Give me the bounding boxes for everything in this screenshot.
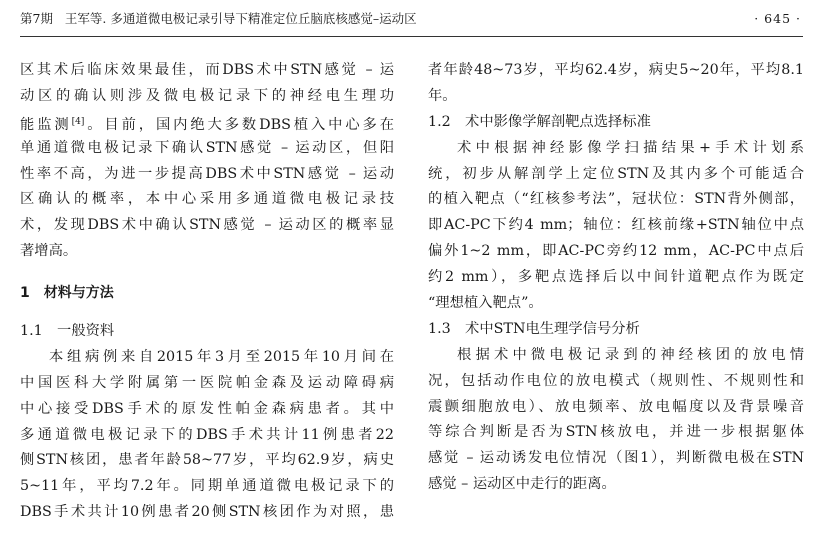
paragraph-line: “理想植入靶点”。: [428, 295, 543, 312]
subsection-heading: 1.1 一般资料: [20, 323, 115, 340]
paragraph-line: DBS手术共计10例患者20侧STN核团作为对照，患: [20, 504, 394, 521]
paragraph-line: 单通道微电极记录下确认STN感觉 – 运动区，但阳: [20, 139, 394, 156]
running-header: [20, 8, 803, 30]
subsection-heading: 1.3 术中STN电生理学信号分析: [428, 320, 640, 337]
paragraph-line: 感觉 – 运动区中走行的距离。: [428, 476, 616, 493]
paragraph-line: 约2 mm），多靶点选择后以中间针道靶点作为既定: [428, 269, 804, 286]
paragraph-line: 侧STN核团，患者年龄58~77岁，平均62.9岁，病史: [20, 452, 394, 469]
paragraph-line: 动区的确认则涉及微电极记录下的神经电生理功: [20, 87, 394, 104]
paragraph-line: 本组病例来自2015年3月至2015年10月间在: [49, 348, 394, 365]
paragraph-line: 即AC-PC下约4 mm；轴位：红核前缘+STN轴位中点: [428, 217, 804, 234]
running-title: 王军等. 多通道微电极记录引导下精准定位丘脑底核感觉–运动区: [64, 11, 417, 26]
paragraph-line: 中国医科大学附属第一医院帕金森及运动障碍病: [20, 374, 394, 391]
paragraph-line: 震颤细胞放电）、放电频率、放电幅度以及背景噪音: [428, 398, 804, 415]
paragraph-line: 术中根据神经影像学扫描结果+手术计划系: [457, 139, 804, 156]
paragraph-text: 能监测: [20, 116, 72, 133]
paragraph-line: 5~11年，平均7.2年。同期单通道微电极记录下的: [20, 478, 394, 495]
header-left: [20, 8, 417, 30]
paragraph-line: 况，包括动作电位的放电模式（规则性、不规则性和: [428, 372, 804, 389]
paragraph-line: 多通道微电极记录下的DBS手术共计11例患者22: [20, 426, 394, 443]
paragraph-line: 区其术后临床效果最佳，而DBS术中STN感觉 – 运: [20, 62, 394, 78]
paragraph-line: [20, 110, 394, 136]
paragraph-line: 著增高。: [20, 243, 78, 260]
paragraph-line: 的植入靶点（“红核参考法”，冠状位：STN背外侧部，: [428, 191, 804, 208]
paragraph-line: 中心接受DBS手术的原发性帕金森病患者。其中: [20, 400, 394, 417]
subsection-heading: 1.2 术中影像学解剖靶点选择标准: [428, 113, 651, 130]
paragraph-line: 年。: [428, 87, 457, 104]
paragraph-line: 性率不高，为进一步提高DBS术中STN感觉 – 运动: [20, 165, 394, 182]
right-column: [428, 58, 804, 498]
paragraph-text: 。目前，国内绝大多数DBS植入中心多在: [84, 116, 395, 133]
issue-number: 第7期: [20, 11, 53, 26]
section-heading: 1 材料与方法: [20, 285, 114, 302]
paragraph-line: 偏外1~2 mm，即AC-PC旁约12 mm，AC-PC中点后: [428, 243, 804, 260]
paragraph-line: 术，发现DBS术中确认STN感觉 – 运动区的概率显: [20, 217, 394, 234]
paragraph-line: 感觉 – 运动诱发电位情况（图1），判断微电极在STN: [428, 450, 804, 467]
paragraph-line: 统，初步从解剖学上定位STN及其内多个可能适合: [428, 165, 804, 182]
paragraph-line: 等综合判断是否为STN核放电，并进一步根据躯体: [428, 424, 804, 441]
citation-ref: [4]: [71, 116, 85, 127]
page-number: · 645 ·: [754, 11, 801, 26]
left-column: [20, 58, 394, 526]
paragraph-line: 者年龄48~73岁，平均62.4岁，病史5~20年，平均8.1: [428, 62, 804, 78]
header-rule: [20, 36, 803, 37]
paragraph-line: 区确认的概率，本中心采用多通道微电极记录技: [20, 191, 394, 208]
paragraph-line: 根据术中微电极记录到的神经核团的放电情: [457, 346, 804, 363]
